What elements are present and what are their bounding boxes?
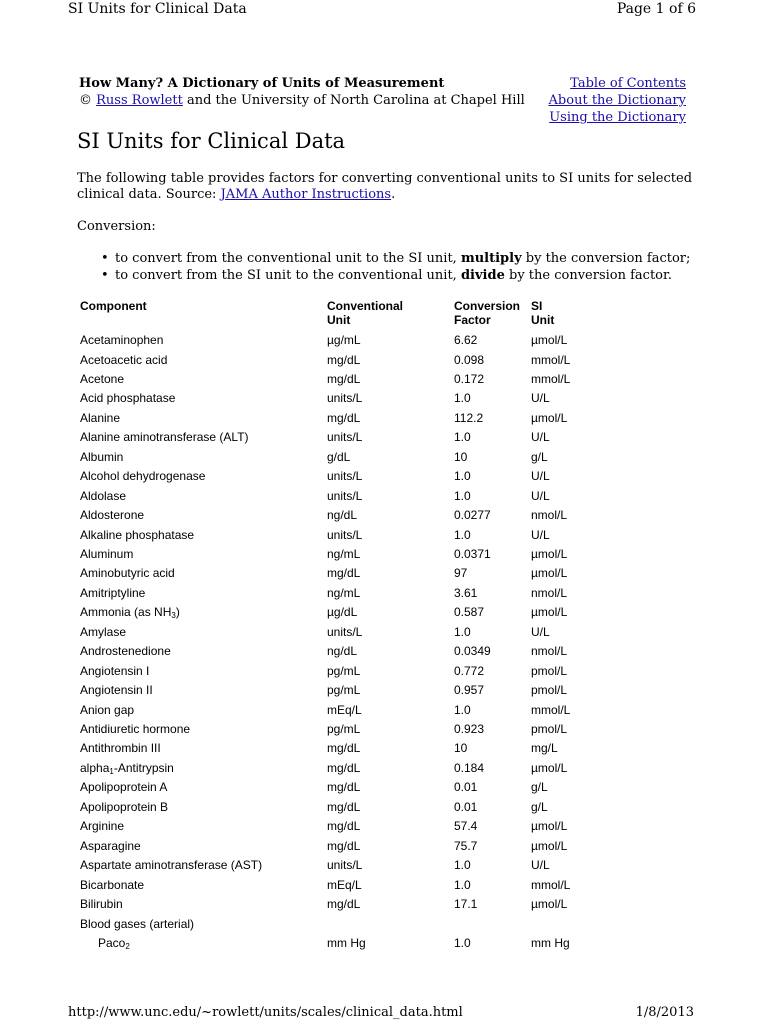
cell-conventional-unit: pg/mL bbox=[327, 683, 361, 698]
cell-conversion-factor: 0.01 bbox=[454, 780, 478, 795]
cell-si-unit: U/L bbox=[531, 391, 550, 406]
cell-component: Alkaline phosphatase bbox=[80, 527, 195, 542]
cell-si-unit: mmol/L bbox=[531, 877, 571, 892]
cell-component: Blood gases (arterial) bbox=[80, 916, 195, 931]
cell-component: Angiotensin II bbox=[80, 683, 153, 698]
cell-conversion-factor: 0.0371 bbox=[454, 546, 491, 561]
cell-component: Aluminum bbox=[80, 546, 134, 561]
cell-conventional-unit: units/L bbox=[327, 624, 363, 639]
cell-si-unit: µmol/L bbox=[531, 566, 568, 581]
print-header-page-number: Page 1 of 6 bbox=[616, 1, 696, 17]
cell-si-unit: pmol/L bbox=[531, 722, 568, 736]
cell-si-unit: mmol/L bbox=[531, 702, 571, 717]
cell-conversion-factor: 1.0 bbox=[454, 935, 471, 950]
copyright-symbol: © bbox=[79, 93, 92, 108]
cell-si-unit: µmol/L bbox=[531, 760, 568, 775]
cell-conversion-factor: 0.587 bbox=[454, 605, 485, 620]
cell-si-unit: µmol/L bbox=[531, 605, 568, 620]
cell-si-unit: µmol/L bbox=[531, 410, 568, 425]
cell-component: Apolipoprotein B bbox=[80, 799, 169, 814]
cell-conventional-unit: mg/dL bbox=[327, 566, 361, 581]
cell-si-unit: g/L bbox=[531, 449, 548, 464]
cell-conventional-unit: mg/dL bbox=[327, 741, 361, 756]
cell-component: Asparagine bbox=[80, 838, 141, 853]
cell-conversion-factor: 1.0 bbox=[454, 469, 471, 484]
cell-component: Albumin bbox=[80, 449, 124, 464]
using-dictionary-link[interactable]: Using the Dictionary bbox=[549, 110, 686, 125]
cell-conventional-unit: ng/dL bbox=[327, 644, 358, 659]
cell-component: Bilirubin bbox=[80, 897, 123, 911]
cell-component: Angiotensin I bbox=[80, 663, 150, 678]
cell-si-unit: U/L bbox=[531, 430, 550, 445]
cell-si-unit: U/L bbox=[531, 858, 550, 873]
cell-si-unit: g/L bbox=[531, 780, 548, 795]
cell-conventional-unit: mg/dL bbox=[327, 799, 361, 814]
rule-keyword: multiply bbox=[460, 251, 522, 266]
header-si-unit: SI Unit bbox=[531, 299, 555, 327]
intro-period: . bbox=[391, 187, 396, 202]
jama-source-link[interactable]: JAMA Author Instructions bbox=[220, 187, 392, 202]
cell-conversion-factor: 1.0 bbox=[454, 858, 471, 873]
cell-conventional-unit: µg/mL bbox=[327, 333, 361, 347]
cell-conventional-unit: units/L bbox=[327, 527, 363, 542]
cell-conventional-unit: units/L bbox=[327, 430, 363, 445]
cell-conventional-unit: units/L bbox=[327, 391, 363, 406]
cell-conventional-unit: mg/dL bbox=[327, 352, 361, 367]
cell-conversion-factor: 1.0 bbox=[454, 391, 471, 406]
cell-conventional-unit: pg/mL bbox=[327, 663, 361, 678]
header-line: Unit bbox=[327, 313, 351, 327]
cell-conversion-factor: 1.0 bbox=[454, 488, 471, 503]
cell-conventional-unit: mEq/L bbox=[327, 702, 362, 717]
header-conventional-unit bbox=[327, 299, 403, 327]
header-line: Factor bbox=[454, 313, 491, 327]
cell-component: Antidiuretic hormone bbox=[80, 722, 191, 736]
cell-si-unit: mmol/L bbox=[531, 352, 571, 367]
cell-si-unit: U/L bbox=[531, 488, 550, 503]
cell-conversion-factor: 1.0 bbox=[454, 702, 471, 717]
cell-component: Bicarbonate bbox=[80, 877, 145, 892]
cell-si-unit: g/L bbox=[531, 799, 548, 814]
cell-conversion-factor: 0.184 bbox=[454, 760, 485, 775]
print-footer-date: 1/8/2013 bbox=[635, 1005, 694, 1020]
cell-component: Antithrombin III bbox=[80, 741, 161, 756]
conversion-label: Conversion: bbox=[77, 219, 156, 234]
cell-si-unit: nmol/L bbox=[531, 508, 568, 522]
dictionary-nav bbox=[549, 75, 686, 126]
cell-si-unit: µmol/L bbox=[531, 546, 568, 561]
cell-conversion-factor: 1.0 bbox=[454, 430, 471, 445]
cell-component: Alanine aminotransferase (ALT) bbox=[80, 430, 249, 445]
cell-component: Acetone bbox=[80, 371, 125, 386]
cell-conversion-factor: 0.172 bbox=[454, 371, 485, 386]
cell-conversion-factor: 0.0277 bbox=[454, 508, 491, 522]
conversion-rules-list bbox=[77, 250, 690, 284]
conversion-rule-divide bbox=[77, 267, 690, 284]
cell-component: alpha$_1$-Antitrypsin bbox=[80, 760, 174, 776]
cell-conventional-unit: mg/dL bbox=[327, 819, 361, 834]
cell-conventional-unit: mg/dL bbox=[327, 410, 361, 425]
cell-si-unit: mmol/L bbox=[531, 371, 571, 386]
cell-component: Alanine bbox=[80, 410, 121, 425]
cell-component: Aldosterone bbox=[80, 508, 145, 522]
cell-conversion-factor: 0.098 bbox=[454, 352, 485, 367]
cell-conversion-factor: 75.7 bbox=[454, 838, 478, 853]
affiliation-text: and the University of North Carolina at Chapel Hill bbox=[186, 93, 525, 108]
rule-text: by the conversion factor; bbox=[525, 251, 691, 266]
cell-component: Apolipoprotein A bbox=[80, 780, 168, 795]
header-line: Conventional bbox=[327, 299, 404, 313]
cell-si-unit: mg/L bbox=[531, 741, 558, 756]
cell-si-unit: µmol/L bbox=[531, 838, 568, 853]
rule-text: to convert from the SI unit to the conventional unit, bbox=[115, 268, 457, 283]
cell-component: Aldolase bbox=[80, 488, 127, 503]
print-header-title: SI Units for Clinical Data bbox=[68, 1, 247, 17]
print-footer-url: http://www.unc.edu/~rowlett/units/scales/clinical_data.html bbox=[68, 1005, 463, 1020]
cell-conversion-factor: 0.0349 bbox=[454, 644, 491, 659]
cell-si-unit: U/L bbox=[531, 527, 550, 542]
cell-conversion-factor: 17.1 bbox=[454, 897, 478, 911]
page-title: SI Units for Clinical Data bbox=[77, 129, 346, 153]
cell-si-unit: U/L bbox=[531, 469, 550, 484]
cell-conversion-factor: 1.0 bbox=[454, 527, 471, 542]
cell-si-unit: µmol/L bbox=[531, 897, 568, 911]
cell-component: Paco$_2$ bbox=[98, 935, 130, 951]
table-of-contents-link[interactable]: Table of Contents bbox=[570, 76, 686, 91]
cell-conventional-unit: mg/dL bbox=[327, 897, 361, 911]
intro-paragraph bbox=[77, 171, 697, 203]
cell-component: Acid phosphatase bbox=[80, 391, 176, 406]
conversion-rule-multiply bbox=[77, 250, 690, 267]
cell-conventional-unit: units/L bbox=[327, 858, 363, 873]
cell-si-unit: µmol/L bbox=[531, 333, 568, 347]
cell-si-unit: nmol/L bbox=[531, 585, 568, 600]
cell-component: Alcohol dehydrogenase bbox=[80, 469, 206, 484]
cell-component: Androstenedione bbox=[80, 644, 171, 659]
cell-conventional-unit: pg/mL bbox=[327, 722, 361, 736]
cell-component: Aspartate aminotransferase (AST) bbox=[80, 858, 263, 873]
cell-conversion-factor: 0.923 bbox=[454, 722, 485, 736]
cell-conversion-factor: 1.0 bbox=[454, 624, 471, 639]
cell-conventional-unit: mm Hg bbox=[327, 935, 366, 950]
cell-conversion-factor: 0.772 bbox=[454, 663, 485, 678]
rule-keyword: divide bbox=[460, 268, 505, 283]
cell-conventional-unit: units/L bbox=[327, 469, 363, 484]
cell-conventional-unit: mEq/L bbox=[327, 877, 362, 892]
header-component: Component bbox=[80, 299, 147, 313]
cell-component: Ammonia (as $NH_3$) bbox=[80, 605, 180, 621]
cell-conversion-factor: 10 bbox=[454, 449, 468, 464]
cell-component: Acetaminophen bbox=[80, 333, 164, 347]
cell-si-unit: U/L bbox=[531, 624, 550, 639]
cell-si-unit: mm Hg bbox=[531, 935, 570, 950]
intro-text: The following table provides factors for converting conventional units to SI units for selected clinical data. Source: bbox=[77, 171, 693, 202]
cell-conversion-factor: 6.62 bbox=[454, 333, 478, 347]
cell-si-unit: pmol/L bbox=[531, 683, 568, 698]
cell-conventional-unit: units/L bbox=[327, 488, 363, 503]
author-link[interactable]: Russ Rowlett bbox=[96, 93, 183, 108]
cell-si-unit: pmol/L bbox=[531, 663, 568, 678]
cell-component: Arginine bbox=[80, 819, 125, 834]
cell-conversion-factor: 10 bbox=[454, 741, 468, 756]
cell-conventional-unit: mg/dL bbox=[327, 838, 361, 853]
cell-si-unit: µmol/L bbox=[531, 819, 568, 834]
cell-component: Acetoacetic acid bbox=[80, 352, 168, 367]
cell-component: Amylase bbox=[80, 624, 127, 639]
cell-conventional-unit: mg/dL bbox=[327, 780, 361, 795]
cell-conversion-factor: 57.4 bbox=[454, 819, 478, 834]
about-dictionary-link[interactable]: About the Dictionary bbox=[548, 93, 686, 108]
cell-conversion-factor: 97 bbox=[454, 566, 468, 581]
rule-text: by the conversion factor. bbox=[509, 268, 672, 283]
cell-conventional-unit: ng/mL bbox=[327, 585, 361, 600]
cell-component: Anion gap bbox=[80, 702, 135, 717]
rule-text: to convert from the conventional unit to the SI unit, bbox=[115, 251, 457, 266]
cell-conventional-unit: µg/dL bbox=[327, 605, 358, 620]
cell-component: Amitriptyline bbox=[80, 585, 146, 600]
dictionary-title: How Many? A Dictionary of Units of Measurement bbox=[79, 76, 445, 91]
header-conversion-factor bbox=[454, 299, 520, 327]
cell-conversion-factor: 0.957 bbox=[454, 683, 485, 698]
cell-conversion-factor: 3.61 bbox=[454, 585, 478, 600]
cell-conventional-unit: g/dL bbox=[327, 449, 351, 464]
cell-conventional-unit: mg/dL bbox=[327, 371, 361, 386]
cell-conversion-factor: 112.2 bbox=[454, 410, 484, 425]
cell-conventional-unit: mg/dL bbox=[327, 760, 361, 775]
cell-component: Aminobutyric acid bbox=[80, 566, 175, 581]
cell-conventional-unit: ng/mL bbox=[327, 546, 361, 561]
cell-conversion-factor: 0.01 bbox=[454, 799, 478, 814]
header-line: Conversion bbox=[454, 299, 521, 313]
cell-si-unit: nmol/L bbox=[531, 644, 568, 659]
cell-conversion-factor: 1.0 bbox=[454, 877, 471, 892]
cell-conventional-unit: ng/dL bbox=[327, 508, 358, 522]
